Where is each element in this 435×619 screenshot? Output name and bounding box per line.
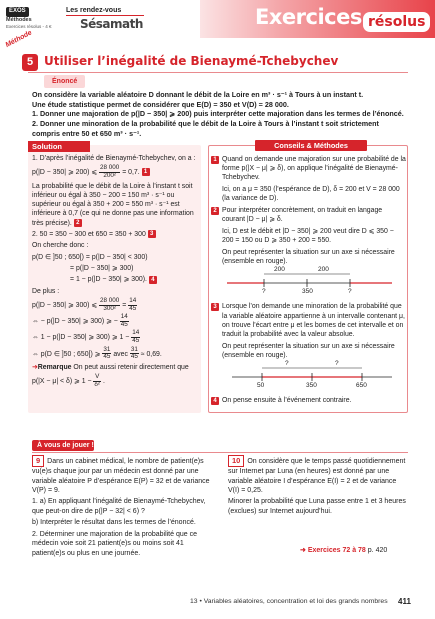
exercise-intro [32, 455, 212, 495]
eq-text: p(|X − μ| < δ) ⩾ 1 − [32, 378, 92, 386]
number-line-diagram-2 [222, 362, 406, 392]
enonce-line: On considère la variable aléatoire D donnant le débit de la Loire en m³ · s⁻¹ à Tours à un instant t. [32, 90, 364, 99]
numerator: 28 000 [100, 164, 120, 172]
reference-page: p. 420 [367, 547, 388, 554]
conseil-text: On peut représenter la situation sur un axe si nécessaire (ensemble en rouge). [222, 248, 395, 265]
solution-line: 1. D’après l’inégalité de Bienaymé-Tchebychev, on a : [32, 155, 196, 162]
equation [32, 298, 200, 312]
step-badge: 1 [211, 156, 219, 164]
solution-line: On cherche donc : [32, 242, 89, 250]
eq-text: = 1 − p(|D − 350| ⩾ 300). [70, 276, 147, 284]
eq-text: p(|D − 350| ⩾ 300) ⩽ [32, 301, 98, 309]
conseil-text: Ici, on a μ = 350 (l’espérance de D), δ = 200 et V = 28 000 (la variance de D). [222, 186, 400, 203]
banner-title: Exercices [255, 5, 362, 29]
axis-label: ? [348, 288, 352, 296]
equation: p(D ∈ ]50 ; 650[) = p(|D − 350| < 300) [32, 253, 148, 261]
conseils-body [212, 155, 406, 408]
exercise-question: 2. Déterminer une majoration de la probabilité que ce médecin voie soit 21 patient(e)s ou moins soit 41 patient(e)s ou plus en une journée. [32, 530, 197, 557]
solution-text: 2. 50 = 350 − 300 et 650 = 350 + 300 [32, 231, 146, 239]
arrow-icon: ➜ [300, 547, 306, 554]
step-badge: 4 [211, 397, 219, 405]
axis-label: 50 [257, 382, 265, 390]
conseil-text: Ici, D est le débit et |D − 350| ⩾ 200 veut dire D ⩽ 350 − 200 = 150 ou D ⩾ 350 + 200 = 550. [222, 227, 394, 244]
conseil-item [212, 206, 406, 224]
exercise-9 [32, 455, 212, 560]
equation [32, 374, 200, 388]
methodes-sub: Exercices résolus - 4 € [6, 23, 52, 29]
divider [66, 15, 144, 16]
eq-text: . [102, 378, 105, 386]
eq-text: p(|D − 350| ⩾ 200) ⩽ [32, 169, 98, 177]
step-badge: 4 [149, 276, 157, 284]
conseil-text: On peut représenter la situation sur un axe si nécessaire (ensemble en rouge). [222, 342, 395, 359]
footer-chapter: 13 • Variables aléatoires, concentration et loi des grands nombres [190, 598, 388, 605]
axis-label: ? [285, 360, 289, 368]
exercise-number: 10 [228, 455, 244, 467]
denominator: 45 [129, 304, 137, 312]
fraction [128, 298, 137, 312]
denominator: 45 [120, 320, 128, 328]
equation [32, 314, 200, 328]
exercise-number: 9 [32, 455, 44, 467]
enonce-line: 1. Donner une majoration de p(|D − 350| ⩾ 200) puis interpréter cette majoration dans les termes de l’énoncé. [32, 109, 404, 119]
numerator: 14 [120, 313, 128, 321]
step-badge: 3 [211, 303, 219, 311]
numerator: 31 [130, 345, 138, 353]
equation [32, 165, 200, 179]
fraction [99, 165, 120, 179]
denominator: δ² [94, 380, 101, 388]
numerator: 31 [103, 345, 111, 353]
numerator: 14 [129, 296, 137, 304]
page-number: 411 [398, 597, 411, 606]
denominator: 200² [103, 171, 116, 179]
axis-label: 200 [274, 266, 285, 274]
numerator: 28 000 [100, 296, 120, 304]
conseil-text: Lorsque l’on demande une minoration de la probabilité que la variable aléatoire appartienne à un intervalle contenant μ, on trouve l’écart entre μ et les bornes de cet intervalle et on traduit la probabilité avec la valeur absolue. [222, 303, 405, 338]
eq-text: = 0,7. [122, 169, 140, 177]
solution-body [32, 154, 200, 390]
axis-label: 200 [318, 266, 329, 274]
exos-logo [0, 5, 62, 30]
conseil-text: Quand on demande une majoration sur une probabilité de la forme p(|X − μ| ⩾ δ), on applique l’inégalité de Bienaymé-Tchebychev. [222, 156, 406, 182]
numerator: 14 [132, 329, 140, 337]
remarque-text: On peut aussi retenir directement que [73, 363, 189, 371]
banner-pill: résolus [363, 12, 430, 32]
solution-line: De plus : [32, 287, 60, 295]
conseil-text: Pour interpréter concrètement, on traduit en langage courant |D − μ| ⩾ δ. [222, 206, 383, 224]
exercise-question: Minorer la probabilité que Luna passe entre 1 et 3 heures (exclues) sur Internet aujourd’hui. [228, 498, 406, 515]
exercise-text: Dans un cabinet médical, le nombre de patient(e)s vu(e)s chaque jour par un médecin est donné par une variable aléatoire P d’espérance E(P) = 32 et de variance V(P) = 9. [32, 458, 210, 494]
denominator: 45 [130, 353, 138, 361]
enonce-tab: Énoncé [44, 75, 85, 88]
conseil-item [212, 227, 406, 245]
fraction [130, 347, 139, 361]
conseil-item [212, 248, 406, 266]
fraction [120, 314, 129, 328]
eq-text: ≈ 0,69. [140, 350, 162, 358]
conseil-item [212, 155, 406, 183]
exercises-reference[interactable] [300, 546, 387, 555]
rendez-vous-label: Les rendez-vous [66, 7, 122, 14]
enonce-line: 2. Donner une minoration de la probabilité que le débit de la Loire à Tours à l’instant t soit strictement compris entre 50 et 650 m³ · s⁻¹. [32, 119, 379, 138]
fraction [93, 374, 101, 388]
conseil-item [212, 302, 406, 339]
method-title: Utiliser l’inégalité de Bienaymé-Tchebychev [44, 54, 339, 68]
avj-tab: À vous de jouer ! [32, 440, 94, 451]
exercise-question: b) Interpréter le résultat dans les termes de l’énoncé. [32, 519, 196, 527]
sesamath-logo: Sésamath [80, 17, 143, 31]
remarque-label: Remarque [37, 363, 72, 371]
enonce-line: Une étude statistique permet de considérer que E(D) = 350 et V(D) = 28 000. [32, 99, 289, 109]
solution-tab: Solution [28, 141, 90, 152]
denominator: 300² [103, 304, 116, 312]
numerator: V [95, 373, 100, 381]
method-tag: Méthode [4, 29, 34, 50]
conseil-item [212, 185, 406, 203]
divider [28, 72, 408, 73]
enonce-text [32, 90, 408, 139]
equation: = p(|D − 350| ⩾ 300) [70, 265, 134, 273]
equation [32, 330, 200, 344]
method-number: 5 [22, 54, 38, 71]
conseil-item [212, 396, 406, 405]
exos-badge: EXOS [6, 7, 29, 17]
equation [32, 275, 200, 284]
equation [32, 347, 200, 361]
methodes-label: Méthodes [6, 16, 32, 23]
eq-text: ⇔ − p(|D − 350| ⩾ 300) ⩾ − [32, 318, 118, 326]
step-badge: 3 [148, 230, 156, 238]
denominator: 45 [103, 353, 111, 361]
conseil-text: On pense ensuite à l’événement contraire. [222, 397, 352, 405]
exercise-question: 1. a) En appliquant l’inégalité de Bienaymé-Tchebychev, que peut-on dire de p(|P − 32| < 6) ? [32, 498, 206, 515]
eq-text: ⇔ 1 − p(|D − 350| ⩾ 300) ⩾ 1 − [32, 334, 130, 342]
divider [32, 452, 408, 453]
solution-line [32, 230, 200, 239]
eq-text: avec [113, 350, 128, 358]
step-badge: 1 [142, 168, 150, 176]
denominator: 45 [132, 337, 140, 345]
axis-label: ? [262, 288, 266, 296]
remarque [32, 363, 200, 372]
solution-paragraph [32, 182, 200, 229]
exercise-intro [228, 455, 408, 495]
eq-text: = [122, 301, 127, 309]
solution-text: La probabilité que le débit de la Loire à l’instant t soit inférieur ou égal à 350 − 200 = 150 m³ · s⁻¹ ou supérieur ou égal à 350 + 200 = 550 m³ · s⁻¹ est inférieure à 0,7 (ce qui ne donne pas une information très précise). [32, 182, 194, 227]
page-header [0, 0, 435, 42]
fraction [131, 330, 140, 344]
step-badge: 2 [74, 219, 82, 227]
axis-label: 650 [356, 382, 367, 390]
conseils-tab: Conseils & Méthodes [255, 140, 367, 151]
eq-text: ⇔ p(D ∈ ]50 ; 650[) ⩾ [32, 350, 101, 358]
number-line-diagram-1 [222, 268, 406, 298]
axis-label: ? [335, 360, 339, 368]
arrow-icon: ➜ [32, 363, 38, 371]
exercise-10 [228, 455, 408, 518]
fraction [102, 347, 111, 361]
exercise-text: On considère que le temps passé quotidiennement sur Internet par Luna (en heures) est donné par une variable aléatoire I d’espérance E(I) = 2 et de variance V(I) = 0,25. [228, 458, 406, 494]
conseil-item [212, 342, 406, 360]
fraction [99, 298, 120, 312]
step-badge: 2 [211, 207, 219, 215]
axis-label: 350 [302, 288, 313, 296]
axis-label: 350 [306, 382, 317, 390]
reference-label: Exercices 72 à 78 [307, 547, 366, 554]
